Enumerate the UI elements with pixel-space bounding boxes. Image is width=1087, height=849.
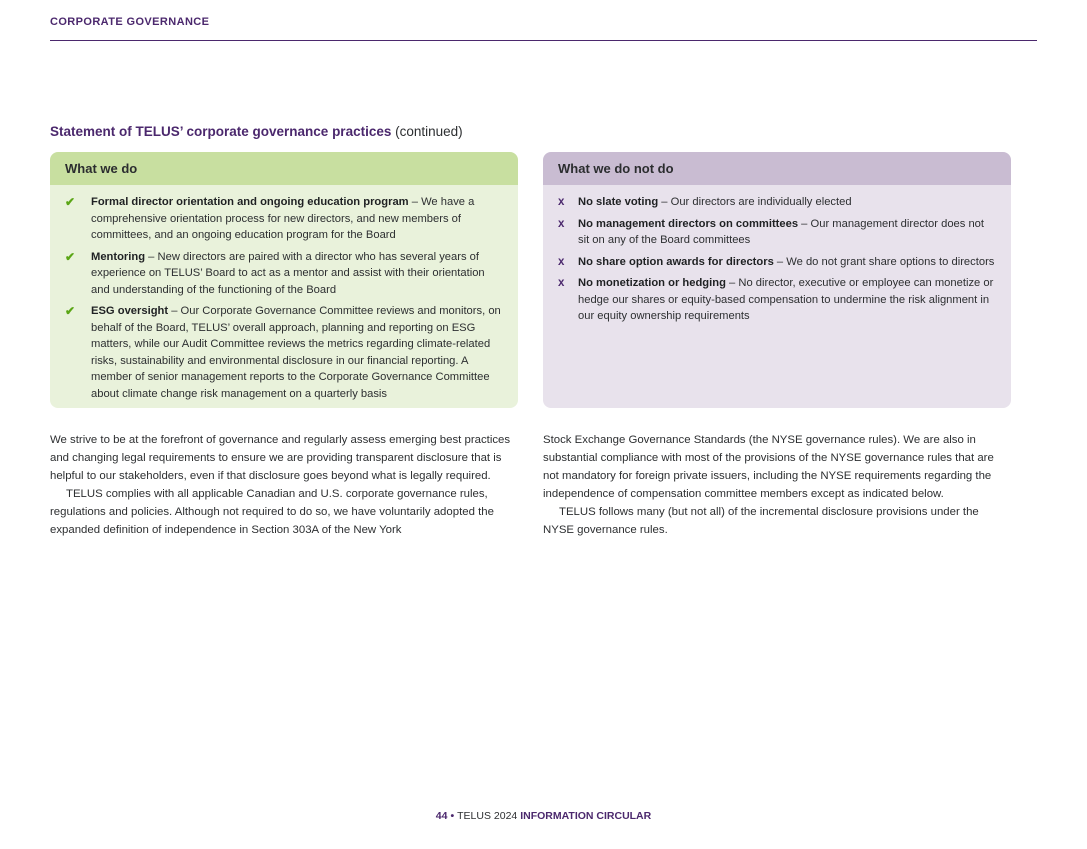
paragraph: Stock Exchange Governance Standards (the NYSE governance rules). We are also in substantial compliance with most of the provisions of the NYSE governance rules that are not mandatory for foreign private issuers, including the NYSE requirements regarding the independence of compensation committee members except as indicated below. <box>543 434 994 500</box>
list-item-text <box>91 249 504 299</box>
what-we-do-header: What we do <box>50 152 518 185</box>
page-number: 44 <box>435 810 448 822</box>
list-item-lead: No monetization or hedging <box>578 277 726 289</box>
list-item-lead: No slate voting <box>578 196 659 208</box>
x-icon: x <box>558 217 565 230</box>
body-left-column <box>50 431 518 539</box>
list-item-detail: – No director, executive or employee can monetize or hedge our shares or equity-based compensation to undermine the risk alignment in our equity ownership requirements <box>578 277 994 322</box>
list-item-lead: No management directors on committees <box>578 217 799 230</box>
list-item <box>65 249 504 299</box>
x-icon: x <box>558 255 565 268</box>
section-header: CORPORATE GOVERNANCE <box>50 16 210 28</box>
paragraph: TELUS follows many (but not all) of the incremental disclosure provisions under the NYSE governance rules. <box>543 506 979 536</box>
list-item-text <box>578 254 997 271</box>
what-we-do-body <box>50 185 518 408</box>
list-item-lead: No share option awards for directors <box>578 255 774 268</box>
governance-boxes <box>50 152 1011 408</box>
list-item-text <box>578 275 997 325</box>
what-we-do-not-do-header: What we do not do <box>543 152 1011 185</box>
header-rule <box>50 40 1037 41</box>
list-item-text <box>578 216 997 249</box>
list-item <box>65 194 504 244</box>
paragraph: We strive to be at the forefront of governance and regularly assess emerging best practices and changing legal requirements to ensure we are providing transparent disclosure that is helpful to our stakeholders, even if that disclosure goes beyond what is legally required. <box>50 434 511 482</box>
footer-doc-name: TELUS 2024 <box>457 810 521 822</box>
x-icon: x <box>558 277 565 289</box>
list-item-detail: – Our Corporate Governance Committee reviews and monitors, on behalf of the Board, TELUS’ overall approach, planning and reporting on ESG matters, while our Audit Committee reviews the metrics regarding climate-related risks, sustainability and environmental disclosure in our financial reporting. A member of senior management reports to the Corporate Governance Committee about climate change risk management on a quarterly basis <box>91 305 501 400</box>
list-item-lead: Formal director orientation and ongoing education program <box>91 196 409 208</box>
list-item-detail: – New directors are paired with a director who has several years of experience on TELUS’ Board to act as a mentor and assist with their orientation and understanding of the functioning of the Board <box>91 250 485 296</box>
footer-separator: • <box>450 810 455 822</box>
check-icon: ✔ <box>65 195 76 209</box>
list-item-detail: – Our management director does not sit on any of the Board committees <box>578 217 985 246</box>
list-item <box>558 216 997 249</box>
what-we-do-box <box>50 152 518 408</box>
footer-doc-name-bold: INFORMATION CIRCULAR <box>520 810 652 822</box>
what-we-do-not-do-box <box>543 152 1011 408</box>
list-item <box>65 303 504 402</box>
page-title-continued: (continued) <box>391 124 463 139</box>
list-item <box>558 194 997 211</box>
x-icon: x <box>558 196 565 208</box>
check-icon: ✔ <box>65 304 76 318</box>
list-item <box>558 254 997 271</box>
page-title <box>50 124 463 139</box>
list-item-detail: – Our directors are individually elected <box>658 196 852 208</box>
page-footer <box>0 810 1087 822</box>
list-item-text <box>578 194 997 211</box>
list-item-detail: – We do not grant share options to directors <box>773 255 995 268</box>
list-item-lead: Mentoring <box>91 250 146 263</box>
list-item-text <box>91 194 504 244</box>
page-title-main: Statement of TELUS’ corporate governance practices <box>50 124 392 139</box>
list-item <box>558 275 997 325</box>
list-item-lead: ESG oversight <box>91 305 169 317</box>
body-right-column <box>543 431 1011 539</box>
list-item-detail: – We have a comprehensive orientation process for new directors, and new members of committees, and an ongoing education program for the Board <box>91 196 475 241</box>
paragraph: TELUS complies with all applicable Canadian and U.S. corporate governance rules, regulations and policies. Although not required to do so, we have voluntarily adopted the expanded definition of independence in Section 303A of the New York <box>50 488 494 536</box>
list-item-text <box>91 303 504 402</box>
check-icon: ✔ <box>65 249 76 264</box>
what-we-do-not-do-body <box>543 185 1011 408</box>
body-text <box>50 431 1011 539</box>
